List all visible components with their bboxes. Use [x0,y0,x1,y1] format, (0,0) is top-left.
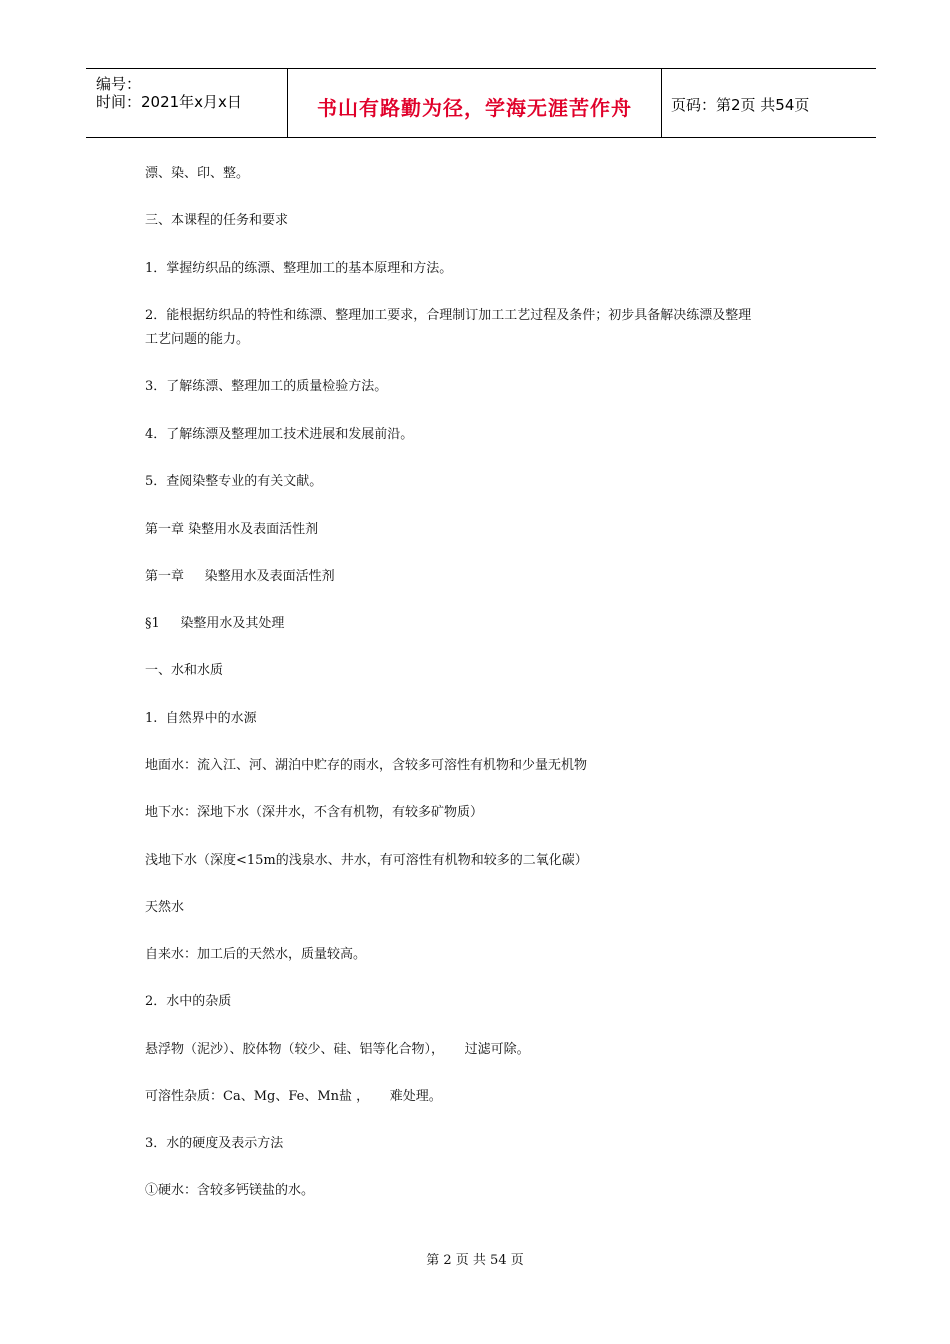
document-number-label: 编号： [96,75,142,93]
body-line: 地下水：深地下水（深井水，不含有机物，有较多矿物质） [145,805,484,820]
body-line: 可溶性杂质：Ca、Mg、Fe、Mn盐 ， 难处理。 [145,1089,442,1104]
body-line: 浅地下水（深度<15m的浅泉水、井水，有可溶性有机物和较多的二氧化碳） [145,853,588,868]
body-line: ①硬水：含较多钙镁盐的水。 [145,1183,315,1198]
body-line: 工艺问题的能力。 [145,332,250,347]
header-motto: 书山有路勤为径，学海无涯苦作舟 [317,96,632,120]
body-line: 1．掌握纺织品的练漂、整理加工的基本原理和方法。 [145,261,453,276]
chapter-heading: 第一章 染整用水及表面活性剂 [145,522,319,537]
body-line: 悬浮物（泥沙）、胶体物（较少、硅、铝等化合物）， 过滤可除。 [145,1042,530,1057]
page-footer: 第 2 页 共 54 页 [426,1253,524,1268]
body-line: 2．能根据纺织品的特性和练漂、整理加工要求，合理制订加工工艺过程及条件；初步具备解决练漂及整理 [145,308,752,323]
body-line: 3．水的硬度及表示方法 [145,1136,284,1151]
body-line: 地面水：流入江、河、湖泊中贮存的雨水，含较多可溶性有机物和少量无机物 [145,758,588,773]
body-line: 自来水：加工后的天然水，质量较高。 [145,947,367,962]
header-motto-cell [287,69,662,137]
header-meta-cell [86,69,286,137]
body-line: 5．查阅染整专业的有关文献。 [145,474,323,489]
chapter-heading: 第一章 染整用水及表面活性剂 [145,569,335,584]
subsection-heading: 一、水和水质 [145,663,224,678]
body-line: 3．了解练漂、整理加工的质量检验方法。 [145,379,388,394]
body-line: 漂、染、印、整。 [145,166,250,181]
body-line: 2．水中的杂质 [145,994,232,1009]
header-page-cell [661,69,876,137]
body-line: 天然水 [145,900,185,915]
section-heading: 三、本课程的任务和要求 [145,213,289,228]
section-heading: §1 染整用水及其处理 [145,616,285,631]
body-line: 1. 自然界中的水源 [145,711,257,726]
document-date-label: 时间：2021年x月x日 [96,93,242,111]
page-header [86,68,876,138]
header-page-info: 页码：第2页 共54页 [671,96,810,114]
body-line: 4．了解练漂及整理加工技术进展和发展前沿。 [145,427,414,442]
